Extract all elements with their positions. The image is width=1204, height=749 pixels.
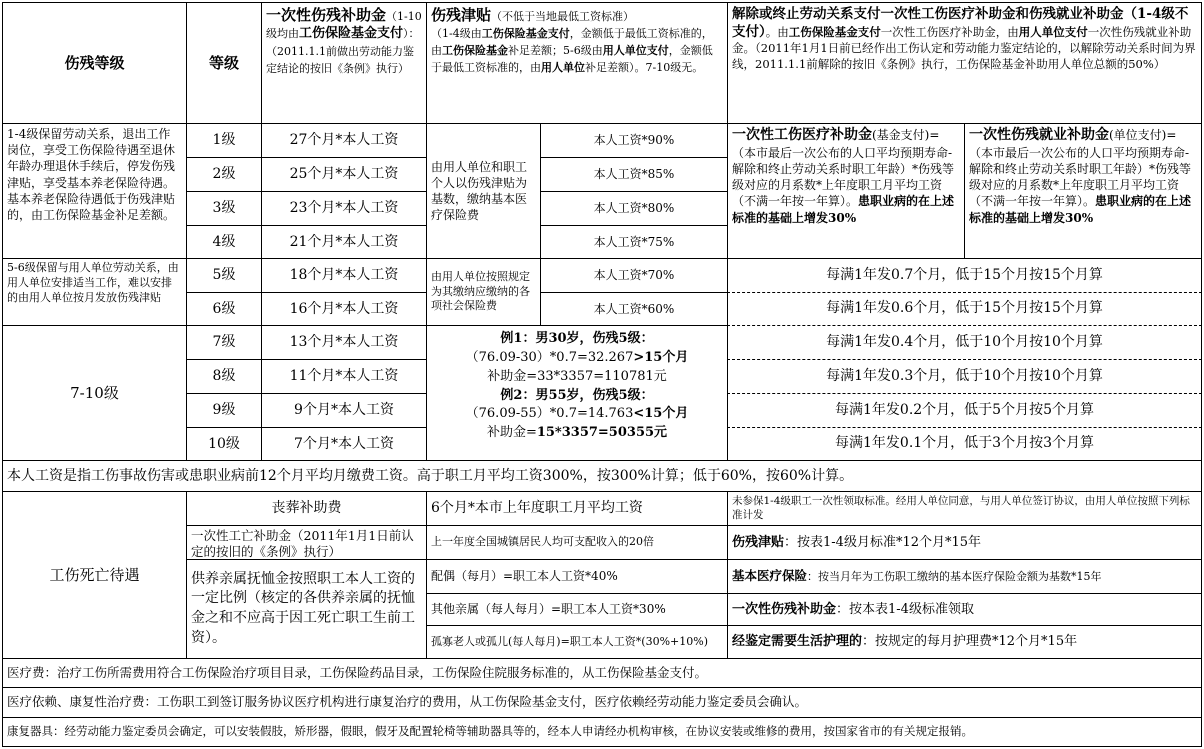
level-cell: 3级: [186, 191, 262, 226]
lump-sum-cell: 16个月*本人工资: [261, 292, 427, 326]
lump-sum-title: 一次性伤残补助金: [266, 6, 387, 24]
example-1-title: 例1：男30岁，伤残5级：: [500, 331, 654, 346]
uninsured-lump-sum: 一次性伤残补助金：按本表1-4级标准领取: [727, 593, 1202, 626]
grade-5-6-description: 5-6级保留与用人单位劳动关系，由用人单位安排适当工作，难以安排的由用人单位按月发放伤残津贴: [2, 258, 187, 326]
lump-sum-cell: 18个月*本人工资: [261, 258, 427, 293]
uninsured-allowance: 伤残津贴：按表1-4级月标准*12个月*15年: [727, 525, 1202, 560]
coefficient-row: 每满1年发0.3个月，低于10个月按10个月算: [727, 359, 1202, 394]
lump-sum-cell: 7个月*本人工资: [261, 427, 427, 461]
level-cell: 7级: [186, 325, 262, 360]
uninsured-medical: 基本医疗保险：按当月年为工伤职工缴纳的基本医疗保险金额为基数*15年: [727, 559, 1202, 594]
level-cell: 9级: [186, 393, 262, 428]
lump-sum-cell: 25个月*本人工资: [261, 157, 427, 192]
lump-sum-cell: 27个月*本人工资: [261, 123, 427, 158]
grade-1-4-description: 1-4级保留劳动关系，退出工作岗位，享受工伤保险待遇至退休年龄办理退休手续后，停发伤残津贴，享受基本养老保险待遇。基本养老保险待遇低于伤残津贴的，由工伤保险基金补足差额。: [2, 123, 187, 259]
allowance-basis-5-6: 由用人单位按照规定为其缴纳应缴纳的各项社会保险费: [426, 258, 541, 326]
example-2-title: 例2：男55岁，伤残5级：: [500, 387, 654, 403]
medical-subsidy-title: 一次性工伤医疗补助金: [732, 127, 872, 143]
coefficient-row: 每满1年发0.7个月，低于15个月按15个月算: [727, 258, 1202, 293]
grade-7-10-description: 7-10级: [2, 325, 187, 461]
level-cell: 8级: [186, 359, 262, 394]
allowance-cell: 本人工资*80%: [540, 191, 728, 226]
death-lump-sum-value: 上一年度全国城镇居民人均可支配收入的20倍: [426, 525, 728, 560]
pension-orphan: 孤寡老人或孤儿(每人每月)=职工本人工资*(30%+10%): [426, 625, 728, 659]
allowance-header: 伤残津贴（不低于当地最低工资标准） （1-4级由工伤保险基金支付，金额低于最低工资标准的，由工伤保险基金补足差额；5-6级由用人单位支付，金额低于最低工资标准的，由用人单位补足差额）。7-10级无。: [426, 2, 728, 124]
pension-spouse: 配偶（每月）=职工本人工资*40%: [426, 559, 728, 594]
examples-box: 例1：男30岁，伤残5级： （76.09-30）*0.7=32.267>15个月 补助金=33*3357=110781元 例2：男55岁，伤残5级： （76.09-55）*0.7=14.763<15个月 补助金=15*3357=50355元: [426, 325, 728, 461]
allowance-cell: 本人工资*90%: [540, 123, 728, 158]
coefficient-row: 每满1年发0.2个月，低于5个月按5个月算: [727, 393, 1202, 428]
rehab-device-note: 康复器具：经劳动能力鉴定委员会确定，可以安装假肢，矫形器，假眼，假牙及配置轮椅等辅助器具等的，经本人申请经办机构审核，在协议安装或维修的费用，按国家省市的有关规定报销。: [2, 717, 1202, 747]
level-column-header: 等级: [186, 2, 262, 124]
coefficient-row: 每满1年发0.6个月，低于15个月按15个月算: [727, 292, 1202, 326]
allowance-cell: 本人工资*60%: [540, 292, 728, 326]
lump-sum-cell: 23个月*本人工资: [261, 191, 427, 226]
grade-column-header: 伤残等级: [2, 2, 187, 124]
medical-fee-note: 医疗费：治疗工伤所需费用符合工伤保险治疗项目目录，工伤保险药品目录，工伤保险住院服务标准的，从工伤保险基金支付。: [2, 658, 1202, 688]
lump-sum-cell: 21个月*本人工资: [261, 225, 427, 259]
allowance-cell: 本人工资*75%: [540, 225, 728, 259]
employment-subsidy-cell: 一次性伤残就业补助金(单位支付)=（本市最后一次公布的人口平均预期寿命-解除和终止劳动关系时职工年龄）*伤残等级对应的月系数*上年度职工月平均工资（不满一年按一年算）。患职业病的在上述标准的基础上增发30%: [964, 123, 1202, 259]
termination-header: 解除或终止劳动关系支付一次性工伤医疗补助金和伤残就业补助金（1-4级不支付）。由工伤保险基金支付一次性工伤医疗补助金，由用人单位支付一次性伤残就业补助金。（2011年1月1日前已经作出工伤认定和劳动能力鉴定结论的，以解除劳动关系时间为界线，2011.1.1前解除的按旧《条例》执行，工伤保险基金补助用人单位总额的50%）: [727, 2, 1202, 124]
allowance-cell: 本人工资*85%: [540, 157, 728, 192]
death-benefit-label: 工伤死亡待遇: [2, 491, 187, 659]
allowance-title: 伤残津贴: [431, 6, 492, 24]
medical-subsidy-cell: 一次性工伤医疗补助金(基金支付)=（本市最后一次公布的人口平均预期寿命-解除和终止劳动关系时职工年龄）*伤残等级对应的月系数*上年度职工月平均工资（不满一年按一年算）。患职业病的在上述标准的基础上增发30%: [727, 123, 965, 259]
lump-sum-cell: 13个月*本人工资: [261, 325, 427, 360]
level-cell: 5级: [186, 258, 262, 293]
employment-subsidy-title: 一次性伤残就业补助金: [969, 127, 1109, 143]
uninsured-intro: 未参保1-4级职工一次性领取标准。经用人单位同意，与用人单位签订协议，由用人单位按照下列标准计发: [727, 491, 1202, 526]
pension-other: 其他亲属（每人每月）=职工本人工资*30%: [426, 593, 728, 626]
level-cell: 6级: [186, 292, 262, 326]
rehab-fee-note: 医疗依赖、康复性治疗费：工伤职工到签订服务协议医疗机构进行康复治疗的费用，从工伤保险基金支付，医疗依赖经劳动能力鉴定委员会确认。: [2, 687, 1202, 718]
level-cell: 2级: [186, 157, 262, 192]
lump-sum-header: 一次性伤残补助金（1-10级均由工伤保险基金支付）：（2011.1.1前做出劳动能力鉴定结论的按旧《条例》执行）: [261, 2, 427, 124]
coefficient-row: 每满1年发0.4个月，低于10个月按10个月算: [727, 325, 1202, 360]
lump-sum-cell: 9个月*本人工资: [261, 393, 427, 428]
allowance-cell: 本人工资*70%: [540, 258, 728, 293]
level-cell: 1级: [186, 123, 262, 158]
funeral-subsidy-label: 丧葬补助费: [186, 491, 427, 526]
lump-sum-cell: 11个月*本人工资: [261, 359, 427, 394]
level-cell: 10级: [186, 427, 262, 461]
coefficient-row: 每满1年发0.1个月，低于3个月按3个月算: [727, 427, 1202, 461]
uninsured-care: 经鉴定需要生活护理的：按规定的每月护理费*12个月*15年: [727, 625, 1202, 659]
wage-note: 本人工资是指工伤事故伤害或患职业病前12个月平均月缴费工资。高于职工月平均工资300%，按300%计算；低于60%，按60%计算。: [2, 460, 1202, 492]
death-lump-sum-label: 一次性工亡补助金（2011年1月1日前认定的按旧的《条例》执行）: [186, 525, 427, 560]
termination-title: 解除或终止劳动关系支付一次性工伤医疗补助金和伤残就业补助金（1-4级不支付）: [732, 6, 1189, 41]
allowance-basis-1-4: 由用人单位和职工个人以伤残津贴为基数，缴纳基本医疗保险费: [426, 123, 541, 259]
level-cell: 4级: [186, 225, 262, 259]
pension-rule: 供养亲属抚恤金按照职工本人工资的一定比例（核定的各供养亲属的抚恤金之和不应高于因工死亡职工生前工资）。: [186, 559, 427, 659]
funeral-subsidy-value: 6个月*本市上年度职工月平均工资: [426, 491, 728, 526]
